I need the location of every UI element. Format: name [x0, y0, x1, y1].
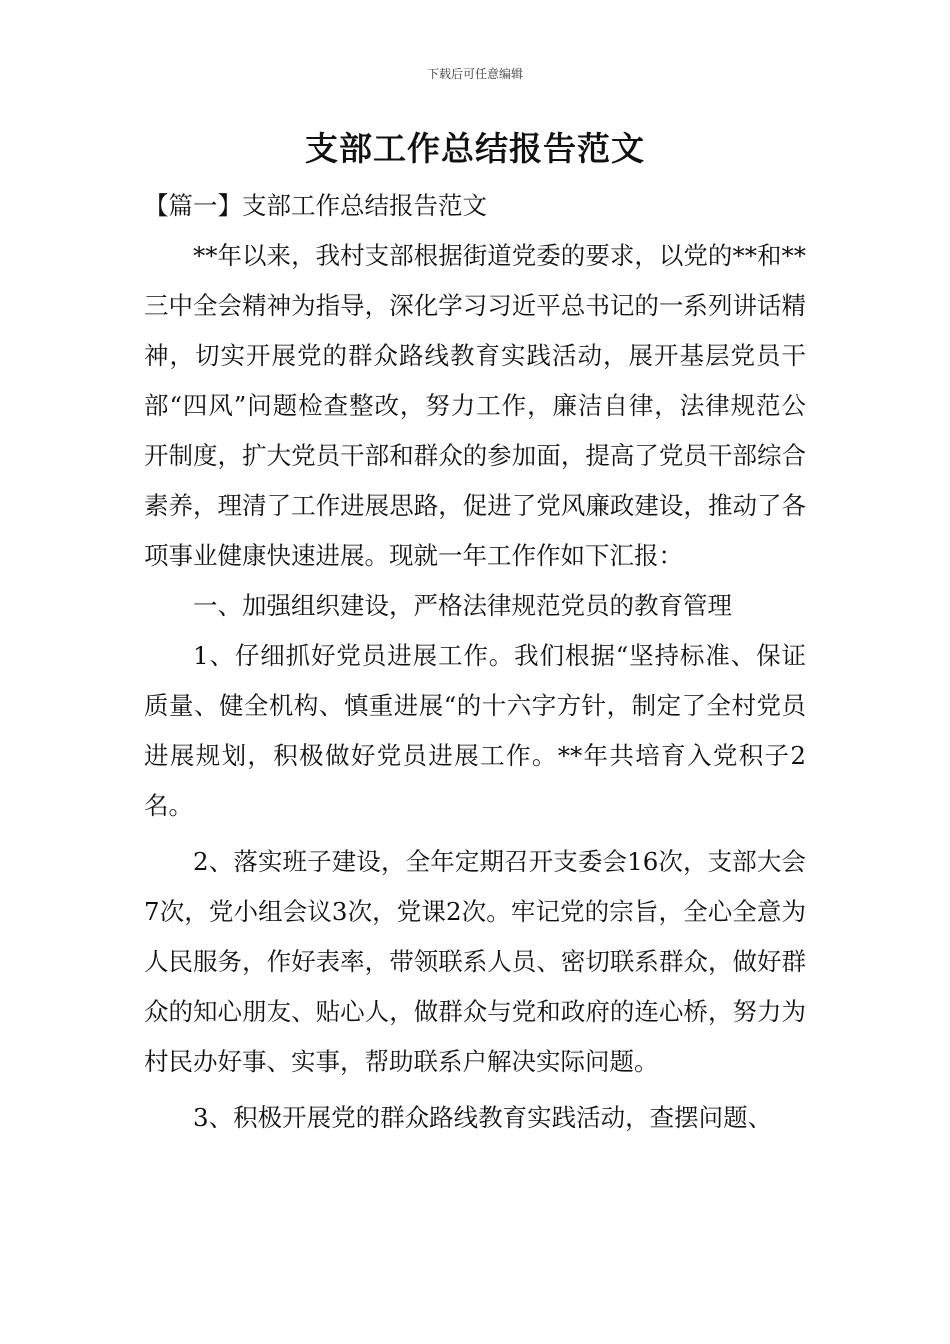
page-title: 支部工作总结报告范文: [305, 129, 645, 168]
paragraph-item-2: 2、落实班子建设，全年定期召开支委会16次，支部大会7次，党小组会议3次，党课2次。牢记党的宗旨，全心全意为人民服务，作好表率，带领联系人员、密切联系群众，做好群众的知心朋友、贴心人，做群众与党和政府的连心桥，努力为村民办好事、实事，帮助联系户解决实际问题。: [144, 847, 806, 1076]
document-body: [144, 181, 806, 1143]
section-title: 【篇一】支部工作总结报告范文: [144, 191, 487, 220]
paragraph-item-3: 3、积极开展党的群众路线教育实践活动，查摆问题、: [193, 1103, 773, 1132]
header-note: 下载后可任意编辑: [426, 67, 523, 81]
paragraph-heading-1: 一、加强组织建设，严格法律规范党员的教育管理: [193, 591, 732, 620]
paragraph-item-1: 1、仔细抓好党员进展工作。我们根据“坚持标准、保证质量、健全机构、慎重进展“的十六字方针，制定了全村党员进展规划，积极做好党员进展工作。**年共培育入党积子2名。: [144, 641, 806, 820]
paragraph-intro: **年以来，我村支部根据街道党委的要求，以党的**和**三中全会精神为指导，深化学习习近平总书记的一系列讲话精神，切实开展党的群众路线教育实践活动，展开基层党员干部“四风”问题检查整改，努力工作，廉洁自律，法律规范公开制度，扩大党员干部和群众的参加面，提高了党员干部综合素养，理清了工作进展思路，促进了党风廉政建设，推动了各项事业健康快速进展。现就一年工作作如下汇报：: [144, 241, 806, 570]
